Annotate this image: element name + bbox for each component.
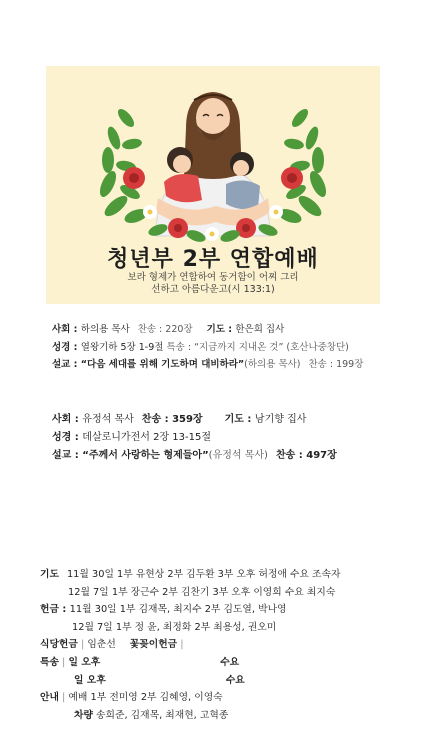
sermon-speaker: (하의용 목사) [244,359,301,370]
sermon-title: “다음 세대를 위해 기도하며 대비하라” [80,359,245,370]
vehicle-value: 송희준, 김재목, 최재현, 고혁종 [92,709,229,721]
sermon-title: “주께서 사랑하는 형제들아” [82,450,209,461]
offering-week-2: 12월 7일 1부 정 윤, 최정화 2부 최용성, 권오미 [72,621,277,633]
worship-banner [46,66,380,304]
prayer-duty-week-1: 11월 30일 1부 유현상 2부 김두환 3부 오후 허정애 수요 조속자 [66,569,341,580]
offering-week-1: 11월 30일 1부 김재목, 최지수 2부 김도열, 박나영 [69,604,287,616]
special-song-row-2 [40,672,340,690]
meal-offering-label: 식당헌금 [40,639,78,651]
service-1-order [52,321,363,374]
service-2-order [52,411,337,465]
service-2-scripture-row [52,429,337,447]
offering-label: 헌금 : [40,604,70,616]
sermon-label: 설교 : [52,450,83,461]
meal-flower-row: 식당헌금 | 임춘선 꽃꽂이헌금 | [40,639,184,651]
hymn-2: 찬송 : 199장 [308,359,364,370]
prayer-duty-label: 기도 [40,569,59,580]
hymn-2: 찬송 : 497장 [275,450,337,461]
laurel-right-icon [277,106,330,225]
prayer-label: 기도 : [224,414,255,425]
scripture-label: 성경 : [52,432,83,443]
vehicle-row [40,707,340,725]
scripture-value: 데살로니가전서 2장 13-15절 [82,432,212,443]
special-song-label: 특송 [40,656,59,668]
banner-verse [46,272,380,296]
special-wednesday-2: 수요 [225,674,245,686]
special-wednesday-1: 수요 [220,656,240,668]
special-sunday-pm-2: 일 오후 [74,674,106,686]
banner-title: 청년부 2부 연합예배 [107,247,319,272]
offering-duty-row-2 [40,619,340,637]
service-2-sermon-row [52,447,337,465]
jesus-embrace-illustration [46,66,380,246]
guide-value: 예배 1부 전미영 2부 김혜영, 이영숙 [68,692,223,704]
hymn-1: 찬송 : 359장 [141,414,203,425]
guide-row: 안내 | 예배 1부 전미영 2부 김혜영, 이영숙 [40,692,223,704]
meal-offering-value: 임춘선 [87,639,116,651]
service-1-scripture-row [52,339,363,357]
leader-label: 사회 : [52,324,81,335]
prayer-duty-row-1 [40,566,340,584]
leader-value: 유정석 목사 [82,414,134,425]
sermon-speaker: (유정석 목사) [208,450,268,461]
laurel-left-icon [97,106,150,225]
prayer-duty-week-2: 12월 7일 1부 장근수 2부 김찬기 3부 오후 이영희 수요 최지숙 [68,586,336,598]
scripture-value: 열왕기하 5장 1-9절 [80,341,164,353]
guide-label: 안내 [40,692,59,704]
service-1-leader-row [52,321,363,339]
special-song-row-1: 특송 | 일 오후 수요 [40,656,240,668]
flower-offering-label: 꽃꽂이헌금 [129,639,178,651]
prayer-duty-row-2 [40,584,340,602]
sermon-label: 설교 : [52,359,81,370]
leader-label: 사회 : [52,414,83,425]
vehicle-label: 차량 [74,709,93,721]
scripture-label: 성경 : [52,341,81,353]
verse-line-1: 보라 형제가 연합하여 동거함이 어찌 그리 [127,272,299,283]
prayer-value: 한은희 집사 [235,324,285,335]
leader-value: 하의용 목사 [80,324,130,335]
special-song: 특송 : “지금까지 지내온 것” (호산나중창단) [163,341,349,353]
service-1-sermon-row [52,356,363,374]
hymn-1: 찬송 : 220장 [137,324,193,335]
service-2-leader-row [52,411,337,429]
prayer-label: 기도 : [206,324,236,335]
verse-line-2: 선하고 아름다운고(시 133:1) [151,284,275,295]
special-sunday-pm-1: 일 오후 [68,656,101,668]
duty-roster [40,566,340,724]
prayer-value: 남기향 집사 [254,414,307,425]
offering-duty-row-1 [40,601,340,619]
